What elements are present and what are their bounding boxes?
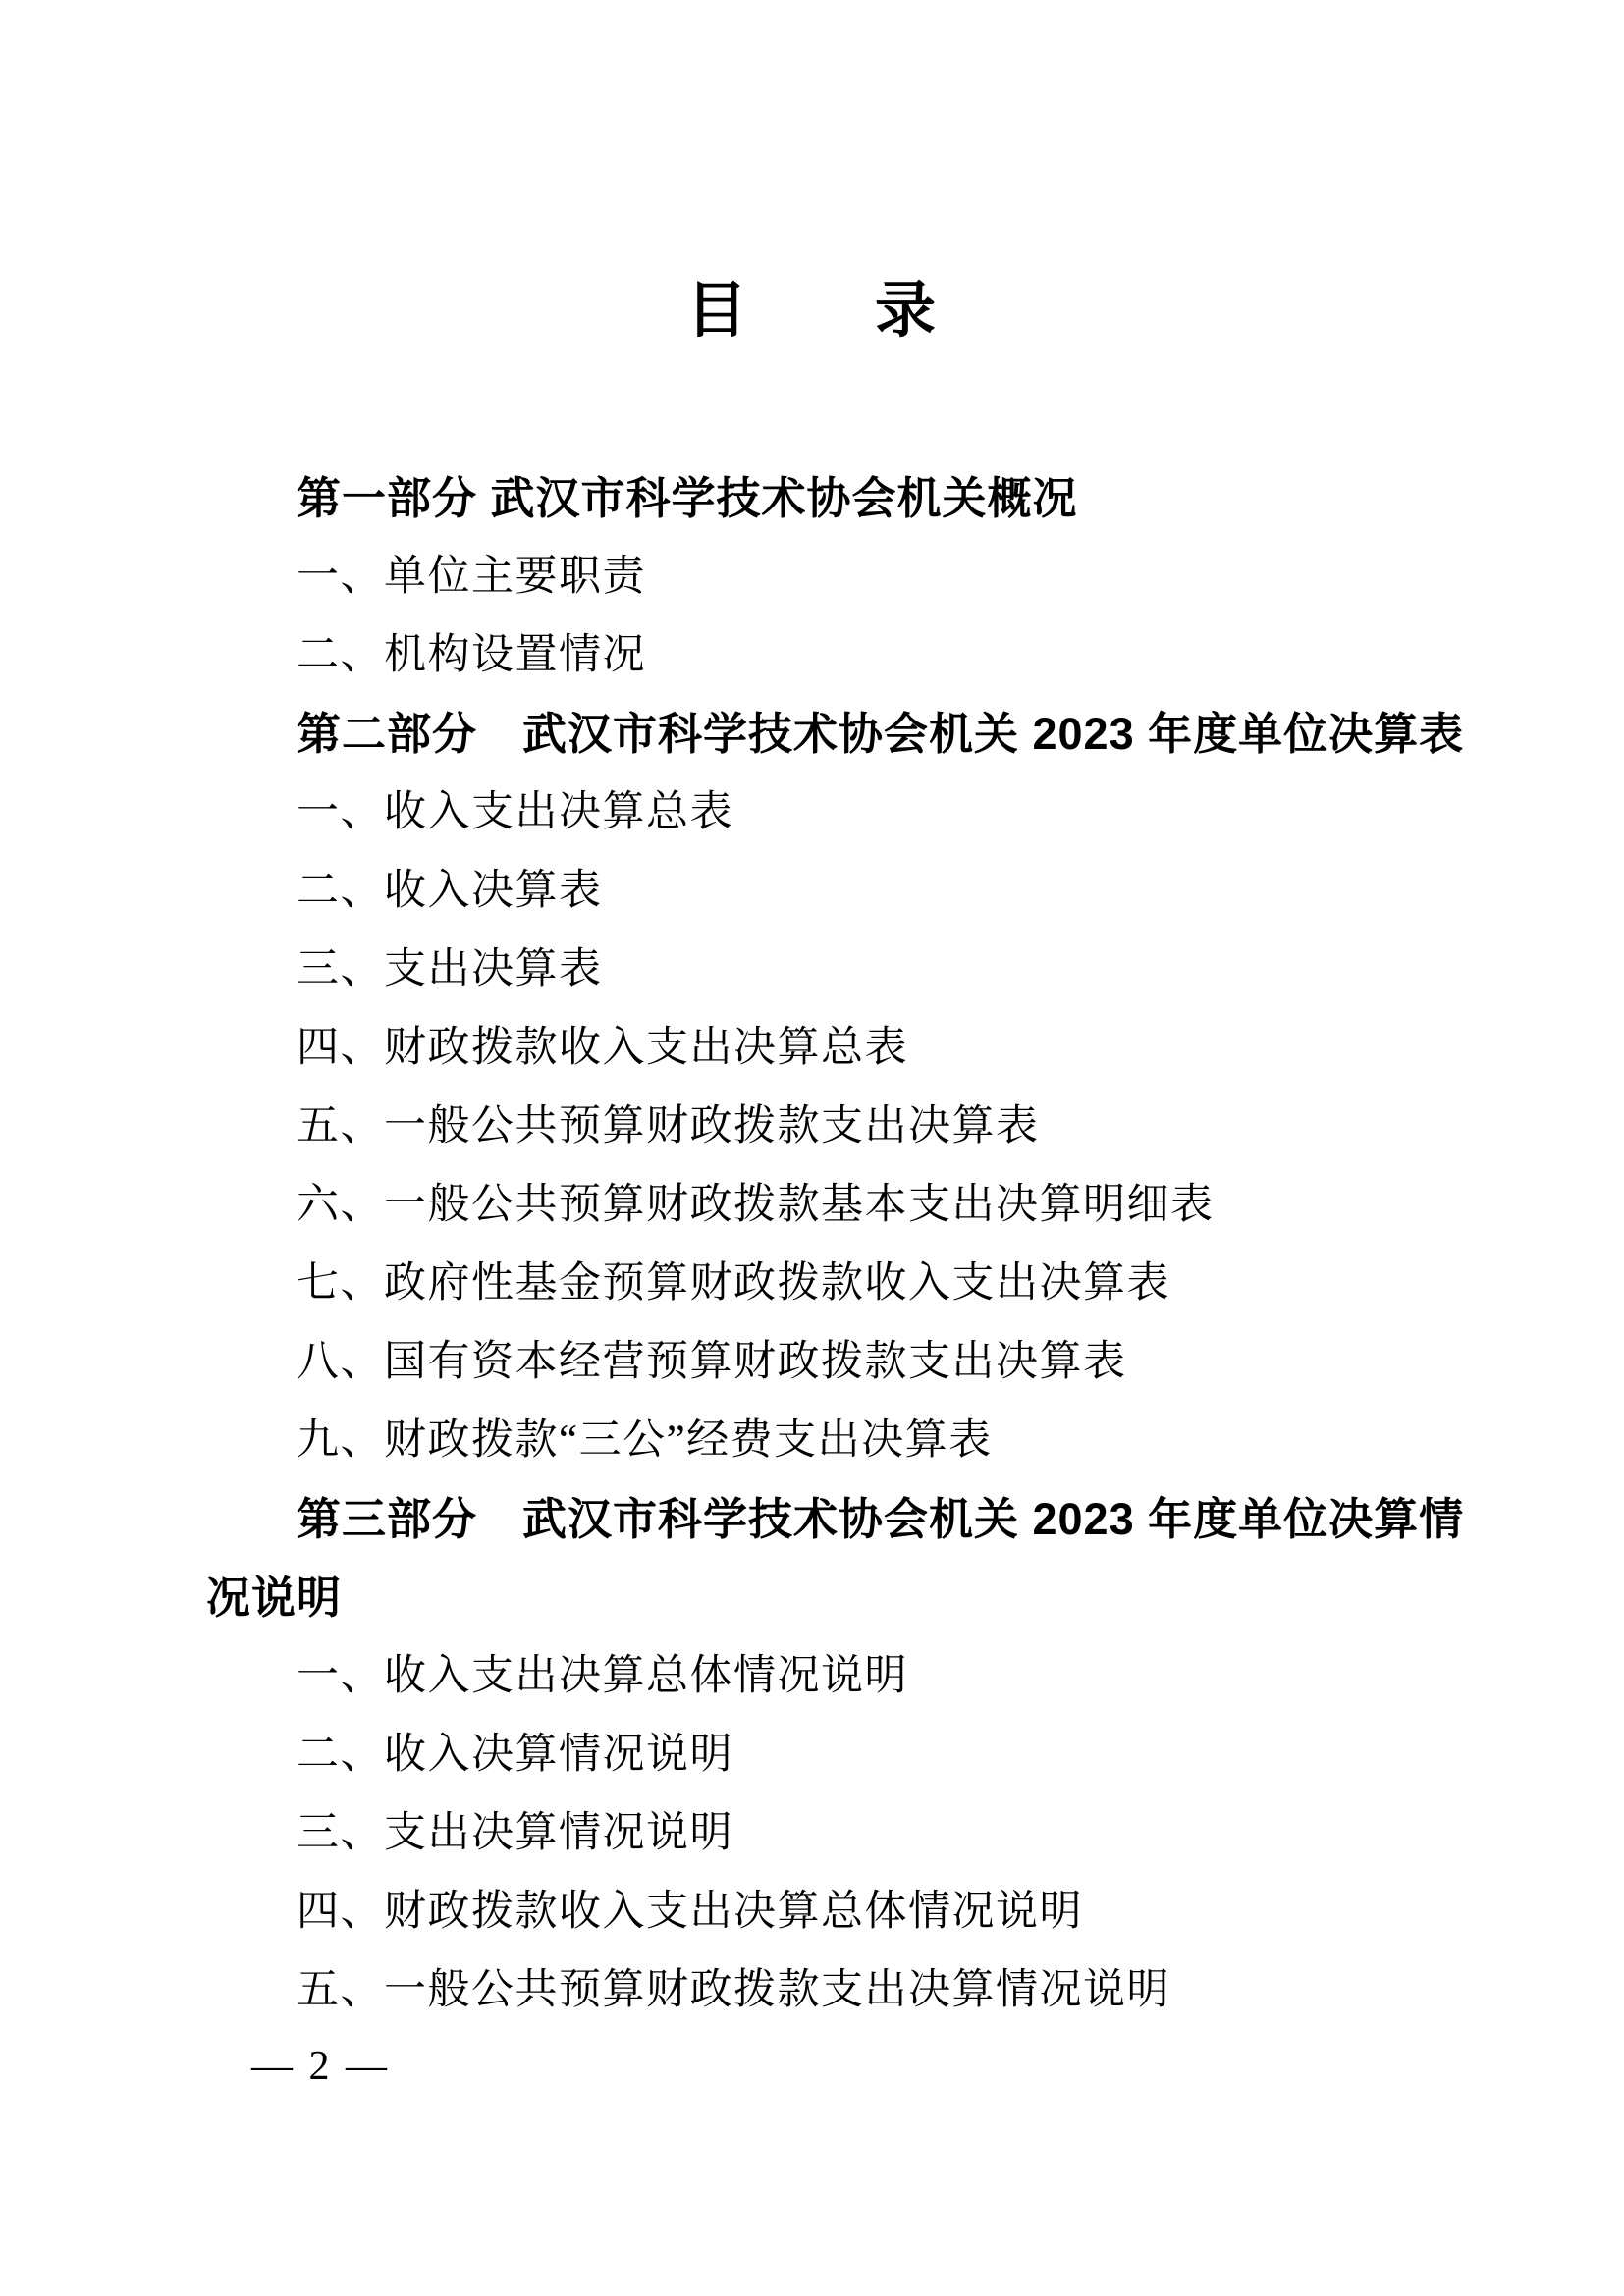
page-number: — 2 — <box>251 2044 390 2089</box>
toc-item: 一、收入支出决算总体情况说明 <box>297 1653 908 1699</box>
toc-item: 二、收入决算表 <box>297 868 603 914</box>
toc-part-heading: 第二部分 武汉市科学技术协会机关 2023 年度单位决算表 <box>297 709 1465 759</box>
toc-item: 五、一般公共预算财政拨款支出决算情况说明 <box>297 1967 1170 2013</box>
toc-item: 二、机构设置情况 <box>297 632 646 678</box>
toc-item: 三、支出决算表 <box>297 946 603 992</box>
toc-item: 三、支出决算情况说明 <box>297 1810 733 1856</box>
document-title: 目 录 <box>685 278 938 345</box>
toc-item: 五、一般公共预算财政拨款支出决算表 <box>297 1103 1040 1149</box>
toc-item: 七、政府性基金预算财政拨款收入支出决算表 <box>297 1260 1170 1307</box>
toc-item: 四、财政拨款收入支出决算总表 <box>297 1025 908 1071</box>
toc-list <box>206 459 1492 2030</box>
toc-item: 一、收入支出决算总表 <box>297 789 733 835</box>
toc-item: 一、单位主要职责 <box>297 554 646 600</box>
toc-part-heading: 第三部分 武汉市科学技术协会机关 2023 年度单位决算情 <box>297 1494 1465 1544</box>
toc-item: 四、财政拨款收入支出决算总体情况说明 <box>297 1889 1083 1935</box>
toc-part-heading: 第一部分 武汉市科学技术协会机关概况 <box>297 473 1078 523</box>
toc-item: 六、一般公共预算财政拨款基本支出决算明细表 <box>297 1182 1215 1228</box>
toc-item: 九、财政拨款“三公”经费支出决算表 <box>297 1417 993 1464</box>
toc-item: 八、国有资本经营预算财政拨款支出决算表 <box>297 1339 1127 1385</box>
toc-part-heading: 况说明 <box>206 1573 343 1623</box>
toc-item: 二、收入决算情况说明 <box>297 1732 733 1778</box>
